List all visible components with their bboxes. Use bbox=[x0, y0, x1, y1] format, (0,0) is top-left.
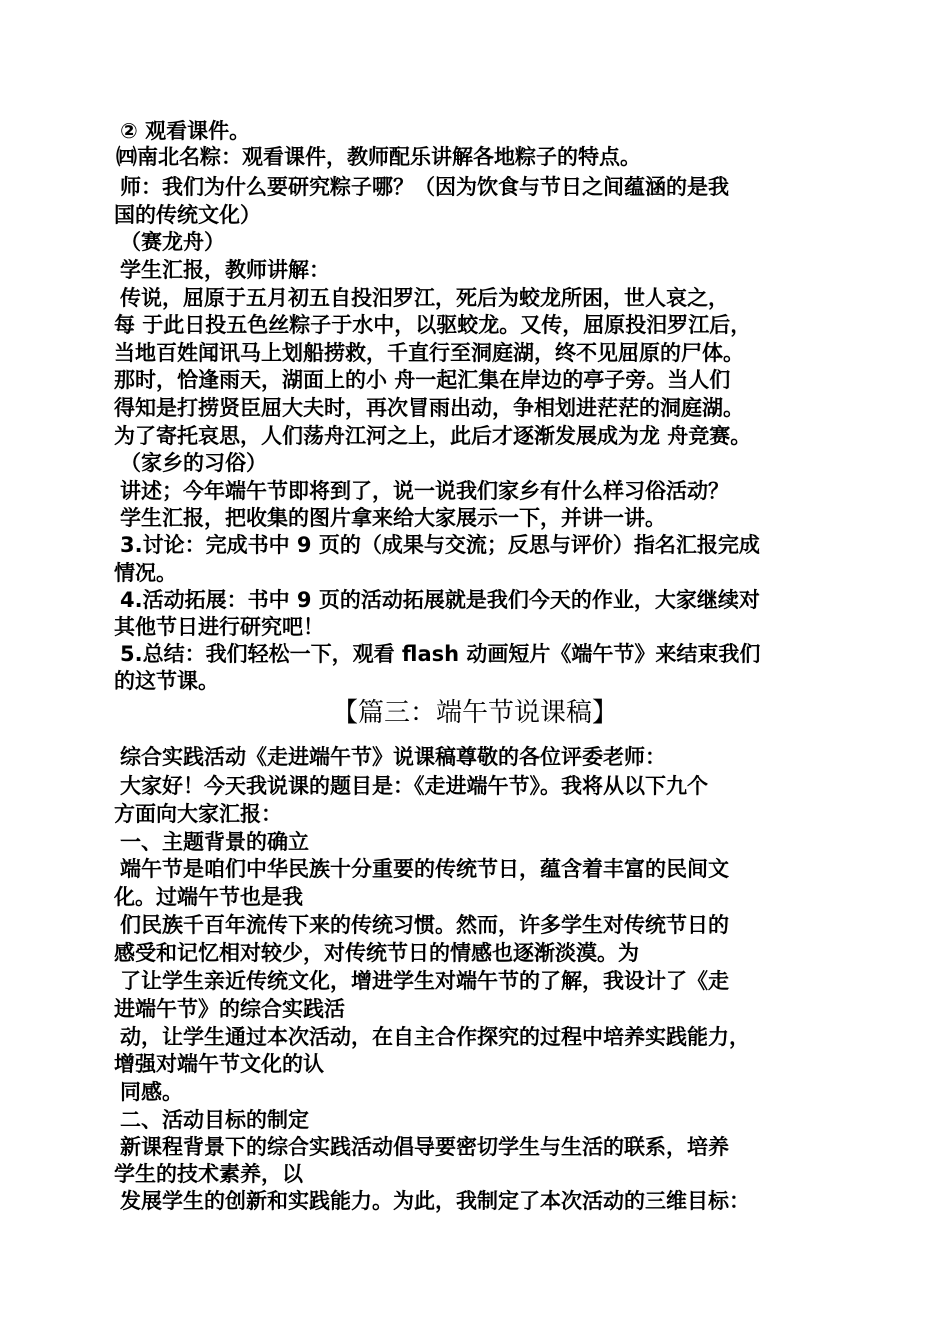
text-line: 二、活动目标的制定 bbox=[120, 1108, 309, 1132]
text-line: 学生的技术素养，以 bbox=[114, 1162, 303, 1186]
text-line: 5.总结：我们轻松一下，观看 flash 动画短片《端午节》来结束我们 bbox=[120, 642, 761, 666]
text-line: 新课程背景下的综合实践活动倡导要密切学生与生活的联系，培养 bbox=[120, 1135, 729, 1159]
text-line: 师：我们为什么要研究粽子哪？（因为饮食与节日之间蕴涵的是我 bbox=[120, 175, 729, 199]
text-line: 大家好！今天我说课的题目是：《走进端午节》。我将从以下九个 bbox=[120, 774, 708, 798]
text-line: 发展学生的创新和实践能力。为此，我制定了本次活动的三维目标： bbox=[120, 1189, 750, 1213]
text-line: 了让学生亲近传统文化，增进学生对端午节的了解，我设计了《走 bbox=[120, 969, 729, 993]
text-line: 那时，恰逢雨天，湖面上的小 舟一起汇集在岸边的亭子旁。当人们 bbox=[114, 368, 731, 392]
text-line: 一、主题背景的确立 bbox=[120, 830, 309, 854]
text-line: ㈣南北名粽：观看课件，教师配乐讲解各地粽子的特点。 bbox=[116, 145, 641, 169]
text-line: 3.讨论：完成书中 9 页的（成果与交流；反思与评价）指名汇报完成 bbox=[120, 533, 760, 557]
text-line: 综合实践活动《走进端午节》说课稿尊敬的各位评委老师： bbox=[120, 745, 666, 769]
text-line: 增强对端午节文化的认 bbox=[114, 1052, 324, 1076]
text-line: 每 于此日投五色丝粽子于水中，以驱蛟龙。又传，屈原投汨罗江后， bbox=[114, 313, 752, 337]
text-line: 4.活动拓展：书中 9 页的活动拓展就是我们今天的作业，大家继续对 bbox=[120, 588, 760, 612]
text-line: 学生汇报，把收集的图片拿来给大家展示一下，并讲一讲。 bbox=[120, 506, 666, 530]
text-line: 情况。 bbox=[114, 561, 177, 585]
text-line: 方面向大家汇报： bbox=[114, 802, 282, 826]
text-line: 感受和记忆相对较少，对传统节日的情感也逐渐淡漠。为 bbox=[114, 941, 639, 965]
text-line: 学生汇报，教师讲解： bbox=[120, 258, 330, 282]
text-line: 端午节是咱们中华民族十分重要的传统节日，蕴含着丰富的民间文 bbox=[120, 857, 729, 881]
text-line: （赛龙舟） bbox=[120, 230, 225, 254]
text-line: 得知是打捞贤臣屈大夫时，再次冒雨出动，争相划进茫茫的洞庭湖。 bbox=[114, 396, 744, 420]
text-line: ② 观看课件。 bbox=[120, 119, 251, 143]
text-line: 为了寄托哀思，人们荡舟江河之上，此后才逐渐发展成为龙 舟竞赛。 bbox=[114, 424, 752, 448]
text-line: 的这节课。 bbox=[114, 669, 219, 693]
text-line: 动，让学生通过本次活动，在自主合作探究的过程中培养实践能力， bbox=[120, 1025, 750, 1049]
text-line: 传说，屈原于五月初五自投汨罗江，死后为蛟龙所困，世人哀之， bbox=[120, 286, 729, 310]
text-line: 讲述；今年端午节即将到了，说一说我们家乡有什么样习俗活动？ bbox=[120, 479, 729, 503]
text-line: 们民族千百年流传下来的传统习惯。然而，许多学生对传统节日的 bbox=[120, 913, 729, 937]
text-line: 国的传统文化） bbox=[114, 203, 261, 227]
text-line: 当地百姓闻讯马上划船捞救，千直行至洞庭湖，终不见屈原的尸体。 bbox=[114, 341, 744, 365]
text-line: 同感。 bbox=[120, 1080, 183, 1104]
text-line: 进端午节》的综合实践活 bbox=[114, 997, 345, 1021]
text-line: 化。过端午节也是我 bbox=[114, 885, 303, 909]
text-line: （家乡的习俗） bbox=[120, 451, 267, 475]
text-line: 其他节日进行研究吧！ bbox=[114, 615, 324, 639]
section-heading: 【篇三：端午节说课稿】 bbox=[331, 698, 618, 728]
